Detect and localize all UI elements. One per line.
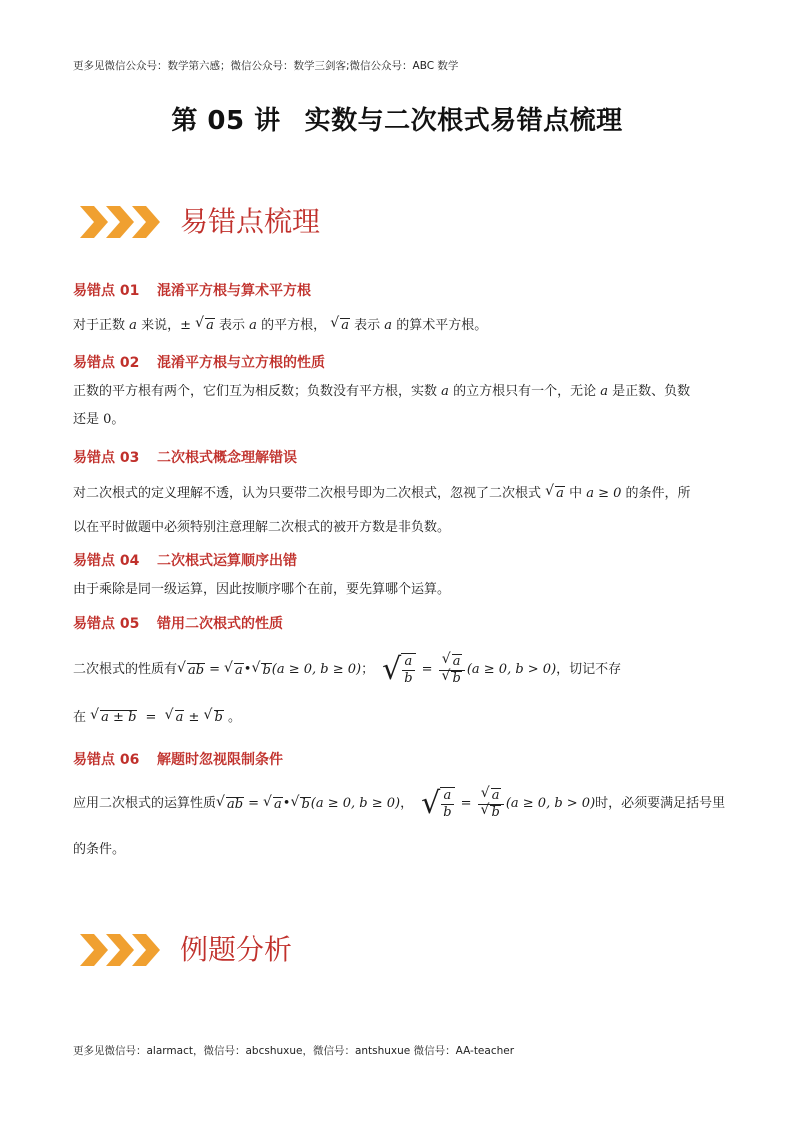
error-point-02-body: 正数的平方根有两个，它们互为相反数；负数没有平方根，实数 a 的立方根只有一个，无论 a 是正数、负数 还是 0。 (73, 384, 691, 427)
error-point-05-body: 二次根式的性质有 √ ab = √ a • √ b (a ≥ 0, b ≥ 0) ； √ $\frac{a}{b}$ = √ a √ b (a ≥ 0, b > 0) ，切记不存 在 √ a ± b = √ a ± √ b 。 (73, 642, 728, 732)
error-point-01-body: 对于正数 a 来说，± √ a 表示 a 的平方根， √ a 表示 a 的算术平方根。 (73, 312, 728, 340)
error-point-04-body: 由于乘除是同一级运算，因此按顺序哪个在前，要先算哪个运算。 (73, 582, 451, 597)
error-point-06-body: 应用二次根式的运算性质 √ ab = √ a • √ b (a ≥ 0, b ≥ 0) ， √ $\frac{a}{b}$ = √ a √ b (a ≥ 0, b > 0) 时，必须要满足括号里 的条件。 (73, 776, 728, 864)
triple-chevron-icon (80, 206, 162, 238)
triple-chevron-icon (80, 934, 162, 966)
lecture-name: 实数与二次根式易错点梳理 (304, 106, 623, 136)
page-footer: 更多见微信号：alarmact，微信号：abcshuxue，微信号：antshuxue 微信号：AA-teacher (73, 1045, 515, 1057)
error-point-03-body: 对二次根式的定义理解不透，认为只要带二次根号即为二次根式，忽视了二次根式 √ a 中 a ≥ 0 的条件，所 以在平时做题中必须特别注意理解二次根式的被开方数是非负数。 (73, 480, 728, 542)
error-point-02-title: 易错点 02 混淆平方根与立方根的性质 (73, 355, 325, 371)
error-point-01-title: 易错点 01 混淆平方根与算术平方根 (73, 283, 311, 299)
error-point-05-title: 易错点 05 错用二次根式的性质 (73, 616, 283, 632)
page-title (0, 100, 794, 137)
section-title: 例题分析 (180, 933, 293, 966)
error-point-03-title: 易错点 03 二次根式概念理解错误 (73, 450, 297, 466)
section-title: 易错点梳理 (180, 205, 321, 238)
error-point-06-title: 易错点 06 解题时忽视限制条件 (73, 752, 283, 768)
page-header: 更多见微信公众号：数学第六感；微信公众号：数学三剑客;微信公众号：ABC 数学 (73, 60, 459, 72)
error-point-04-title: 易错点 04 二次根式运算顺序出错 (73, 553, 297, 569)
lecture-number: 第 05 讲 (171, 106, 281, 136)
